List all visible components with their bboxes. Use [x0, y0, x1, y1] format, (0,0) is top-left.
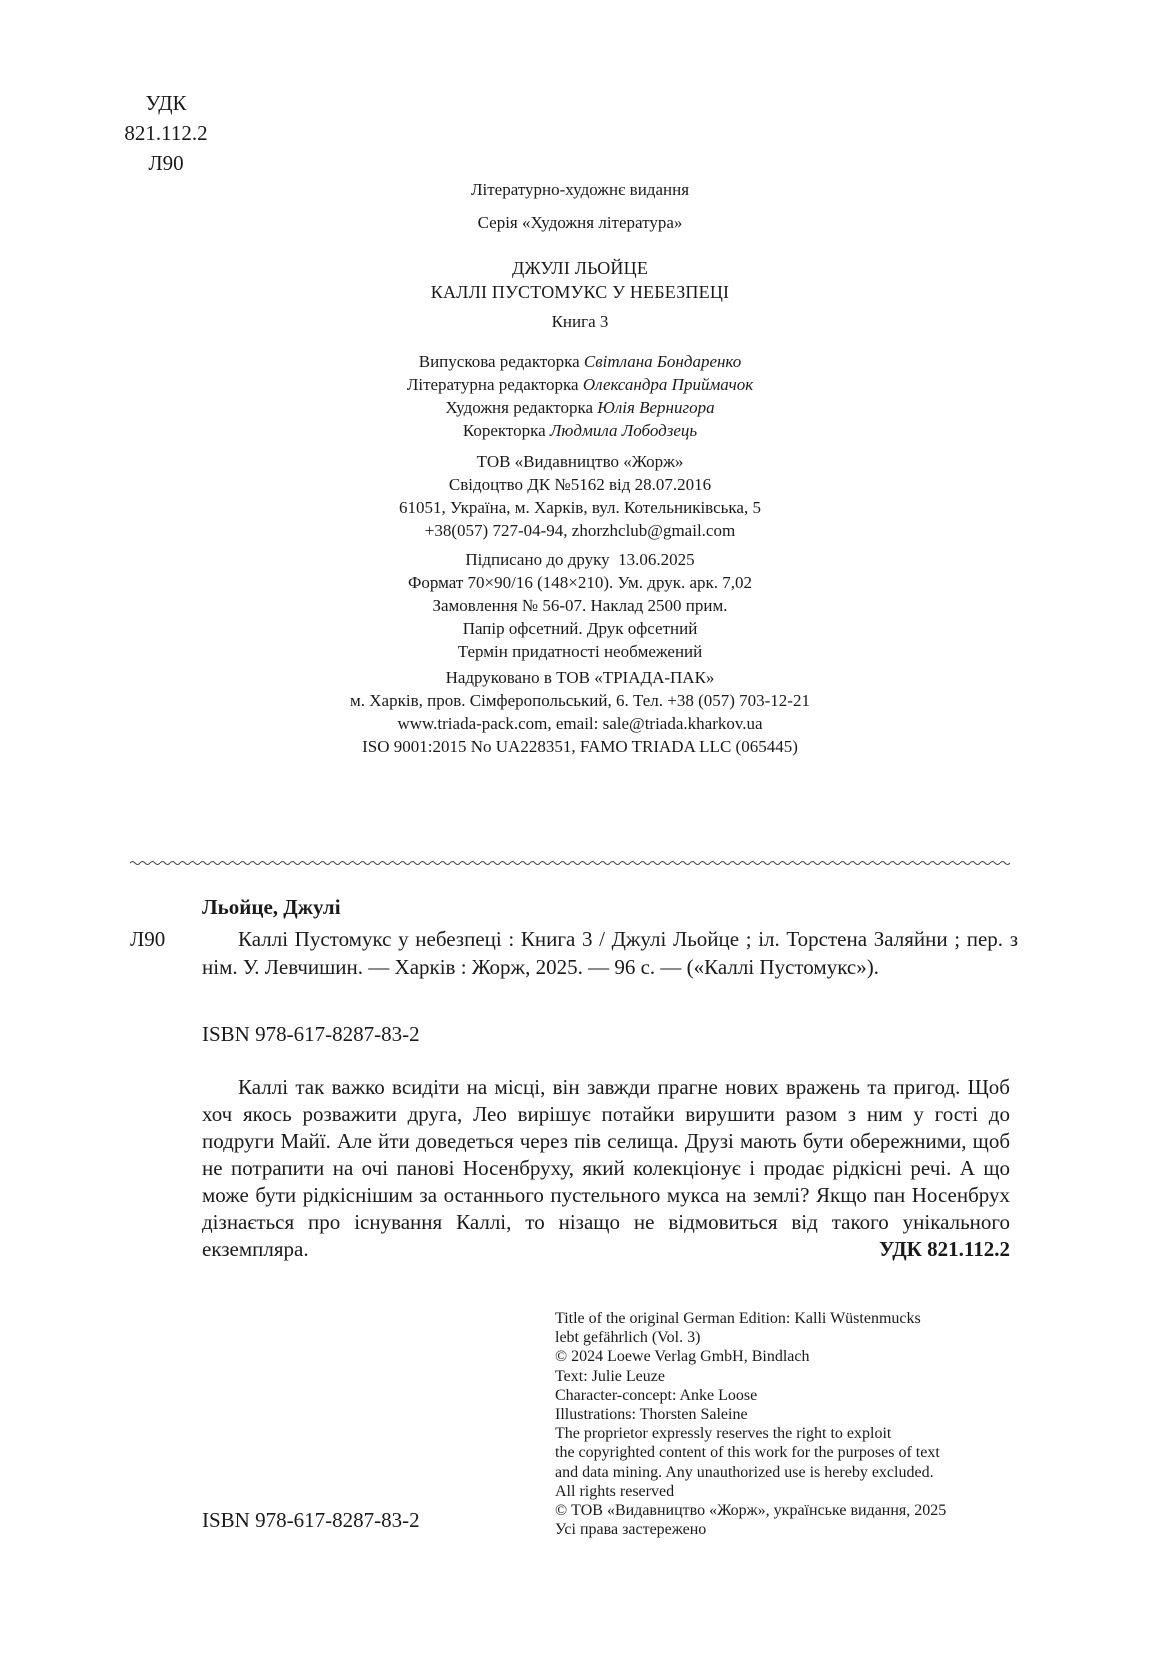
credit-line: [230, 373, 930, 396]
credit-line: [230, 396, 930, 419]
original-line: Title of the original German Edition: Kalli Wüstenmucks: [555, 1310, 921, 1327]
print-line: Підписано до друку 13.06.2025: [465, 550, 695, 569]
print-info: [230, 548, 930, 663]
biblio-description: Каллі Пустомукс у небезпеці : Книга 3 / Джулі Льойце ; іл. Торстена Заляйни ; пер. з нім. У. Левчишин. — Харків : Жорж, 2025. — 96 с. — («Каллі Пустомукс»).: [202, 927, 1018, 979]
original-line: All rights reserved: [555, 1482, 675, 1500]
book-title-caps: КАЛЛІ ПУСТОМУКС У НЕБЕЗПЕЦІ: [430, 282, 730, 302]
original-line: Illustrations: Thorsten Saleine: [555, 1406, 748, 1424]
original-line: Text: Julie Leuze: [555, 1367, 665, 1385]
title-block: [230, 256, 930, 333]
biblio-author: Льойце, Джулі: [202, 895, 341, 919]
author-caps: ДЖУЛІ ЛЬОЙЦЕ: [511, 258, 649, 278]
publisher-info: [230, 450, 930, 542]
printer-line: www.triada-pack.com, email: sale@triada.kharkov.ua: [397, 714, 763, 733]
credit-name: Олександра Приймачок: [582, 375, 754, 394]
print-line: Папір офсетний. Друк офсетний: [462, 619, 698, 638]
udk-code: УДК 821.112.2: [124, 91, 208, 145]
isbn-footer: ISBN 978-617-8287-83-2: [202, 1508, 420, 1532]
credit-line: [230, 350, 930, 373]
udk-header: [104, 88, 228, 178]
wavy-divider: [130, 858, 1010, 868]
book-number: Книга 3: [551, 312, 609, 331]
biblio-code: Л90: [130, 927, 166, 951]
author-code: Л90: [148, 151, 184, 175]
publisher-line: ТОВ «Видавництво «Жорж»: [476, 452, 684, 471]
printer-line: м. Харків, пров. Сімферопольський, 6. Тел. +38 (057) 703-12-21: [350, 691, 810, 710]
credit-name: Юлія Вернигора: [597, 398, 715, 417]
udk-bottom: УДК 821.112.2: [878, 1237, 1010, 1261]
credits: [230, 350, 930, 442]
original-line: and data mining. Any unauthorized use is hereby excluded.: [555, 1463, 934, 1481]
credit-name: Людмила Лободзець: [549, 421, 698, 440]
original-line: the copyrighted content of this work for the purposes of text: [555, 1444, 940, 1462]
credit-role: Художня редакторка: [445, 398, 594, 417]
publisher-line: +38(057) 727-04-94, zhorzhclub@gmail.com: [424, 521, 736, 540]
imprint-intro: [230, 178, 930, 234]
original-edition-info: [555, 1309, 995, 1539]
original-line: Усі права застережено: [555, 1521, 707, 1539]
publisher-line: 61051, Україна, м. Харків, вул. Котельниківська, 5: [399, 498, 761, 517]
print-line: Термін придатності необмежений: [457, 642, 703, 661]
edition-type: Літературно-художнє видання: [470, 180, 690, 199]
printer-line: ISO 9001:2015 No UA228351, FAMO TRIADA LLC (065445): [362, 737, 798, 756]
original-line: lebt gefährlich (Vol. 3): [555, 1329, 701, 1347]
original-line: © ТОВ «Видавництво «Жорж», українське видання, 2025: [555, 1502, 947, 1520]
annotation-text: Каллі так важко всидіти на місці, він завжди прагне нових вражень та пригод. Щоб хоч якось розважити друга, Лео вирішує потайки вирушити разом з ним у гості до подруги Майї. Але йти доведеться через пів селища. Друзі мають бути обережними, щоб не потрапити на очі панові Носенбруху, який колекціонує і продає рідкісні речі. А що може бути рідкіснішим за останнього пустельного мукса на землі? Якщо пан Носенбрух дізнається про існування Каллі, то нізащо не відмовиться від такого унікального екземпляра.: [202, 1075, 1010, 1261]
credit-name: Світлана Бондаренко: [583, 352, 742, 371]
credit-line: [230, 419, 930, 442]
publisher-line: Свідоцтво ДК №5162 від 28.07.2016: [448, 475, 712, 494]
credit-role: Літературна редакторка: [406, 375, 579, 394]
print-line: Замовлення № 56-07. Наклад 2500 прим.: [432, 596, 728, 615]
isbn: ISBN 978-617-8287-83-2: [202, 1022, 420, 1046]
original-line: The proprietor expressly reserves the right to exploit: [555, 1425, 892, 1443]
series: Серія «Художня література»: [477, 213, 683, 232]
annotation: [202, 1074, 1010, 1263]
credit-role: Випускова редакторка: [418, 352, 580, 371]
credit-role: Коректорка: [462, 421, 546, 440]
original-line: Character-concept: Anke Loose: [555, 1386, 758, 1404]
print-line: Формат 70×90/16 (148×210). Ум. друк. арк. 7,02: [407, 573, 753, 592]
original-line: © 2024 Loewe Verlag GmbH, Bindlach: [555, 1348, 810, 1366]
printer-line: Надруковано в ТОВ «ТРІАДА-ПАК»: [445, 668, 715, 687]
printer-info: [230, 666, 930, 758]
